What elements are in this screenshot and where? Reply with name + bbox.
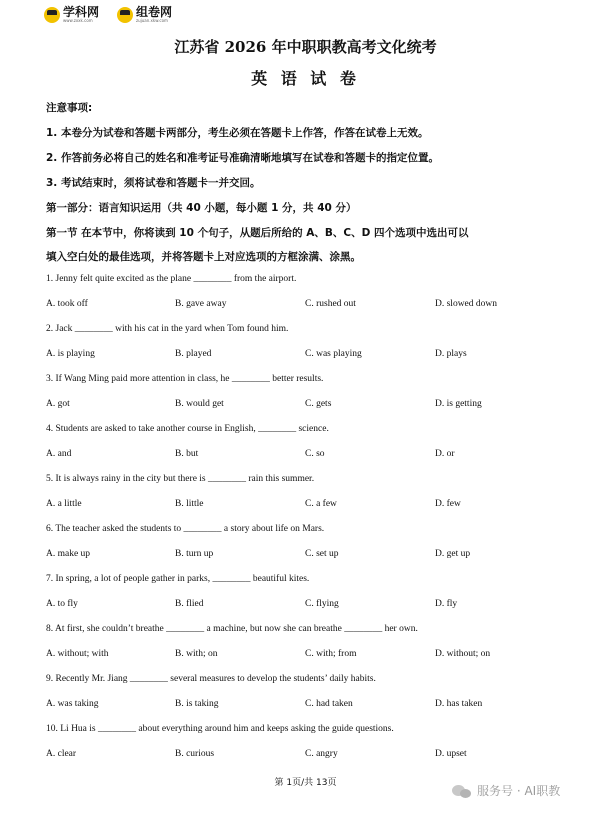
question-stem: 2. Jack ________ with his cat in the yard when Tom found him. — [46, 324, 289, 334]
answer-option: A. a little — [46, 499, 82, 509]
graduation-cap-icon — [117, 7, 133, 23]
answer-option: A. got — [46, 399, 70, 409]
question-stem: 9. Recently Mr. Jiang ________ several measures to develop the students’ daily habits. — [46, 674, 376, 684]
answer-option: B. gave away — [175, 299, 227, 309]
question-stem: 6. The teacher asked the students to ________ a story about life on Mars. — [46, 524, 325, 534]
answer-option: C. rushed out — [305, 299, 356, 309]
answer-option: B. flied — [175, 599, 204, 609]
logo-name: 组卷网 — [136, 5, 173, 19]
answer-option: D. has taken — [435, 699, 483, 709]
answer-option: B. little — [175, 499, 204, 509]
answer-option: C. flying — [305, 599, 339, 609]
page-number: 第 1页/共 13页 — [274, 778, 337, 788]
logo-zujuan — [117, 6, 172, 23]
question-stem: 7. In spring, a lot of people gather in parks, ________ beautiful kites. — [46, 574, 310, 584]
question-stem: 4. Students are asked to take another course in English, ________ science. — [46, 424, 329, 434]
header-logos — [44, 6, 172, 23]
answer-option: C. so — [305, 449, 325, 459]
part-heading: 第一部分：语言知识运用（共 40 小题，每小题 1 分，共 40 分） — [46, 202, 357, 214]
answer-option: D. get up — [435, 549, 471, 559]
answer-option: B. played — [175, 349, 212, 359]
answer-option: C. set up — [305, 549, 339, 559]
answer-option: C. was playing — [305, 349, 362, 359]
answer-option: A. clear — [46, 749, 77, 759]
answer-option: B. turn up — [175, 549, 214, 559]
answer-option: B. curious — [175, 749, 215, 759]
logo-url: zujuan.xkw.com — [136, 18, 168, 23]
wechat-icon — [452, 783, 472, 799]
answer-option: A. is playing — [46, 349, 95, 359]
note-1: 1. 本卷分为试卷和答题卡两部分，考生必须在答题卡上作答，作答在试卷上无效。 — [46, 127, 429, 139]
question-stem: 8. At first, she couldn’t breathe ________ a machine, but now she can breathe ________ her own. — [46, 624, 418, 634]
note-2: 2. 作答前务必将自己的姓名和准考证号准确清晰地填写在试卷和答题卡的指定位置。 — [46, 152, 439, 164]
question-stem: 3. If Wang Ming paid more attention in class, he ________ better results. — [46, 374, 324, 384]
answer-option: A. was taking — [46, 699, 99, 709]
answer-option: D. plays — [435, 349, 467, 359]
note-3: 3. 考试结束时，须将试卷和答题卡一并交回。 — [46, 177, 261, 189]
answer-option: A. and — [46, 449, 72, 459]
answer-option: D. upset — [435, 749, 467, 759]
answer-option: C. had taken — [305, 699, 353, 709]
notes-heading: 注意事项: — [46, 102, 93, 114]
question-stem: 10. Li Hua is ________ about everything around him and keeps asking the guide questions. — [46, 724, 394, 734]
answer-option: D. or — [435, 449, 455, 459]
answer-option: B. would get — [175, 399, 224, 409]
exam-title: 江苏省 2026 年中职职教高考文化统考 — [174, 38, 437, 56]
section-instructions-1: 第一节 在本节中，你将读到 10 个句子，从题后所给的 A、B、C、D 四个选项中选出可以 — [46, 227, 469, 239]
watermark-text: 服务号 · AI职教 — [477, 784, 561, 798]
answer-option: B. with; on — [175, 649, 218, 659]
answer-option: D. fly — [435, 599, 458, 609]
watermark — [452, 782, 560, 799]
logo-name: 学科网 — [63, 5, 100, 19]
logo-url: www.zxxk.com — [63, 18, 93, 23]
answer-option: D. is getting — [435, 399, 482, 409]
question-stem: 1. Jenny felt quite excited as the plane ________ from the airport. — [46, 274, 297, 284]
answer-option: D. without; on — [435, 649, 491, 659]
answer-option: A. took off — [46, 299, 88, 309]
question-stem: 5. It is always rainy in the city but there is ________ rain this summer. — [46, 474, 315, 484]
logo-xueke — [44, 6, 99, 23]
answer-option: C. a few — [305, 499, 337, 509]
answer-option: C. angry — [305, 749, 338, 759]
answer-option: A. without; with — [46, 649, 109, 659]
answer-option: A. to fly — [46, 599, 78, 609]
answer-option: D. few — [435, 499, 461, 509]
answer-option: C. gets — [305, 399, 332, 409]
answer-option: B. is taking — [175, 699, 219, 709]
answer-option: C. with; from — [305, 649, 357, 659]
exam-subtitle: 英 语 试 卷 — [251, 69, 360, 88]
answer-option: D. slowed down — [435, 299, 498, 309]
section-instructions-2: 填入空白处的最佳选项，并将答题卡上对应选项的方框涂满、涂黑。 — [46, 251, 361, 263]
graduation-cap-icon — [44, 7, 60, 23]
answer-option: A. make up — [46, 549, 91, 559]
answer-option: B. but — [175, 449, 199, 459]
